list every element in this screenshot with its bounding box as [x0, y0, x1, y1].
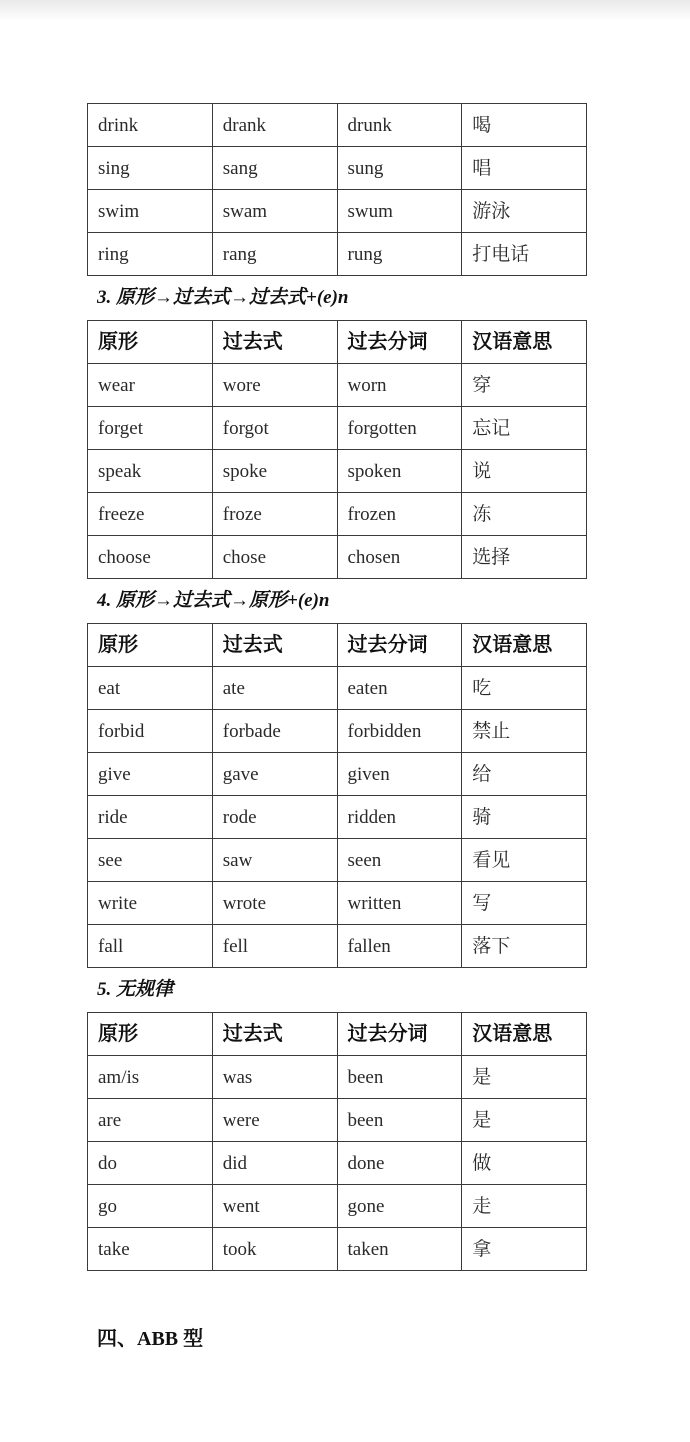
base-form-cell: take	[88, 1228, 213, 1271]
base-form-cell: ring	[88, 233, 213, 276]
past-tense-cell: froze	[212, 493, 337, 536]
base-form-cell: choose	[88, 536, 213, 579]
meaning-cell: 吃	[462, 667, 587, 710]
past-participle-cell: spoken	[337, 450, 462, 493]
past-participle-cell: ridden	[337, 796, 462, 839]
table-header-row	[88, 321, 587, 364]
meaning-cell: 做	[462, 1142, 587, 1185]
past-participle-cell: rung	[337, 233, 462, 276]
table-row	[88, 710, 587, 753]
past-participle-cell: sung	[337, 147, 462, 190]
past-tense-cell: forgot	[212, 407, 337, 450]
base-form-cell: write	[88, 882, 213, 925]
table-row	[88, 925, 587, 968]
table-row	[88, 536, 587, 579]
base-form-cell: freeze	[88, 493, 213, 536]
table-row	[88, 882, 587, 925]
meaning-cell: 骑	[462, 796, 587, 839]
base-form-cell: forget	[88, 407, 213, 450]
base-form-cell: speak	[88, 450, 213, 493]
base-form-cell: are	[88, 1099, 213, 1142]
meaning-cell: 落下	[462, 925, 587, 968]
meaning-cell: 说	[462, 450, 587, 493]
meaning-cell: 给	[462, 753, 587, 796]
table-header-row	[88, 624, 587, 667]
table-row	[88, 147, 587, 190]
past-tense-cell: drank	[212, 104, 337, 147]
past-participle-cell: chosen	[337, 536, 462, 579]
base-form-cell: sing	[88, 147, 213, 190]
past-participle-cell: gone	[337, 1185, 462, 1228]
base-form-cell: drink	[88, 104, 213, 147]
meaning-cell: 禁止	[462, 710, 587, 753]
meaning-cell: 拿	[462, 1228, 587, 1271]
past-participle-cell: forgotten	[337, 407, 462, 450]
base-form-cell: am/is	[88, 1056, 213, 1099]
past-participle-cell: fallen	[337, 925, 462, 968]
meaning-cell: 打电话	[462, 233, 587, 276]
table-row	[88, 1056, 587, 1099]
table-header-row	[88, 1013, 587, 1056]
past-participle-cell: forbidden	[337, 710, 462, 753]
past-participle-cell: seen	[337, 839, 462, 882]
column-header-past-participle: 过去分词	[337, 1013, 462, 1056]
table-row	[88, 233, 587, 276]
section-3-heading: 3. 原形→过去式→过去式+(e)n	[97, 287, 349, 308]
meaning-cell: 看见	[462, 839, 587, 882]
base-form-cell: go	[88, 1185, 213, 1228]
meaning-cell: 忘记	[462, 407, 587, 450]
past-tense-cell: went	[212, 1185, 337, 1228]
past-tense-cell: did	[212, 1142, 337, 1185]
past-participle-cell: frozen	[337, 493, 462, 536]
verb-table-section-4	[87, 623, 587, 968]
verb-table-section-5	[87, 1012, 587, 1271]
past-participle-cell: been	[337, 1099, 462, 1142]
table-row	[88, 407, 587, 450]
table-row	[88, 104, 587, 147]
past-tense-cell: sang	[212, 147, 337, 190]
past-tense-cell: took	[212, 1228, 337, 1271]
table-row	[88, 753, 587, 796]
meaning-cell: 唱	[462, 147, 587, 190]
meaning-cell: 写	[462, 882, 587, 925]
table-row	[88, 493, 587, 536]
past-participle-cell: done	[337, 1142, 462, 1185]
base-form-cell: swim	[88, 190, 213, 233]
top-shadow-bar	[0, 0, 690, 22]
base-form-cell: see	[88, 839, 213, 882]
meaning-cell: 走	[462, 1185, 587, 1228]
past-tense-cell: ate	[212, 667, 337, 710]
past-tense-cell: saw	[212, 839, 337, 882]
past-participle-cell: written	[337, 882, 462, 925]
column-header-past-participle: 过去分词	[337, 321, 462, 364]
section-4-heading: 4. 原形→过去式→原形+(e)n	[97, 590, 330, 611]
table-row	[88, 796, 587, 839]
meaning-cell: 喝	[462, 104, 587, 147]
past-tense-cell: chose	[212, 536, 337, 579]
column-header-base-form: 原形	[88, 624, 213, 667]
verb-table-section-3	[87, 320, 587, 579]
past-tense-cell: forbade	[212, 710, 337, 753]
base-form-cell: give	[88, 753, 213, 796]
base-form-cell: ride	[88, 796, 213, 839]
column-header-meaning: 汉语意思	[462, 1013, 587, 1056]
past-participle-cell: worn	[337, 364, 462, 407]
column-header-past-tense: 过去式	[212, 321, 337, 364]
past-tense-cell: was	[212, 1056, 337, 1099]
table-row	[88, 839, 587, 882]
verb-tables-document	[87, 103, 587, 1271]
past-tense-cell: fell	[212, 925, 337, 968]
past-participle-cell: been	[337, 1056, 462, 1099]
column-header-past-tense: 过去式	[212, 624, 337, 667]
base-form-cell: wear	[88, 364, 213, 407]
meaning-cell: 是	[462, 1056, 587, 1099]
base-form-cell: forbid	[88, 710, 213, 753]
table-row	[88, 450, 587, 493]
meaning-cell: 选择	[462, 536, 587, 579]
past-tense-cell: spoke	[212, 450, 337, 493]
base-form-cell: do	[88, 1142, 213, 1185]
meaning-cell: 冻	[462, 493, 587, 536]
column-header-past-tense: 过去式	[212, 1013, 337, 1056]
verb-table-continued	[87, 103, 587, 276]
table-row	[88, 667, 587, 710]
past-participle-cell: taken	[337, 1228, 462, 1271]
past-tense-cell: gave	[212, 753, 337, 796]
past-tense-cell: were	[212, 1099, 337, 1142]
base-form-cell: fall	[88, 925, 213, 968]
past-participle-cell: drunk	[337, 104, 462, 147]
table-row	[88, 1185, 587, 1228]
meaning-cell: 游泳	[462, 190, 587, 233]
section-abb-heading: 四、ABB 型	[97, 1328, 204, 1350]
table-row	[88, 1142, 587, 1185]
past-participle-cell: eaten	[337, 667, 462, 710]
past-tense-cell: rode	[212, 796, 337, 839]
column-header-past-participle: 过去分词	[337, 624, 462, 667]
column-header-base-form: 原形	[88, 321, 213, 364]
column-header-meaning: 汉语意思	[462, 321, 587, 364]
past-tense-cell: wore	[212, 364, 337, 407]
past-participle-cell: given	[337, 753, 462, 796]
meaning-cell: 是	[462, 1099, 587, 1142]
table-row	[88, 190, 587, 233]
table-row	[88, 1099, 587, 1142]
past-participle-cell: swum	[337, 190, 462, 233]
base-form-cell: eat	[88, 667, 213, 710]
column-header-meaning: 汉语意思	[462, 624, 587, 667]
past-tense-cell: swam	[212, 190, 337, 233]
meaning-cell: 穿	[462, 364, 587, 407]
table-row	[88, 1228, 587, 1271]
section-5-heading: 5. 无规律	[97, 979, 174, 1000]
column-header-base-form: 原形	[88, 1013, 213, 1056]
past-tense-cell: rang	[212, 233, 337, 276]
past-tense-cell: wrote	[212, 882, 337, 925]
table-row	[88, 364, 587, 407]
